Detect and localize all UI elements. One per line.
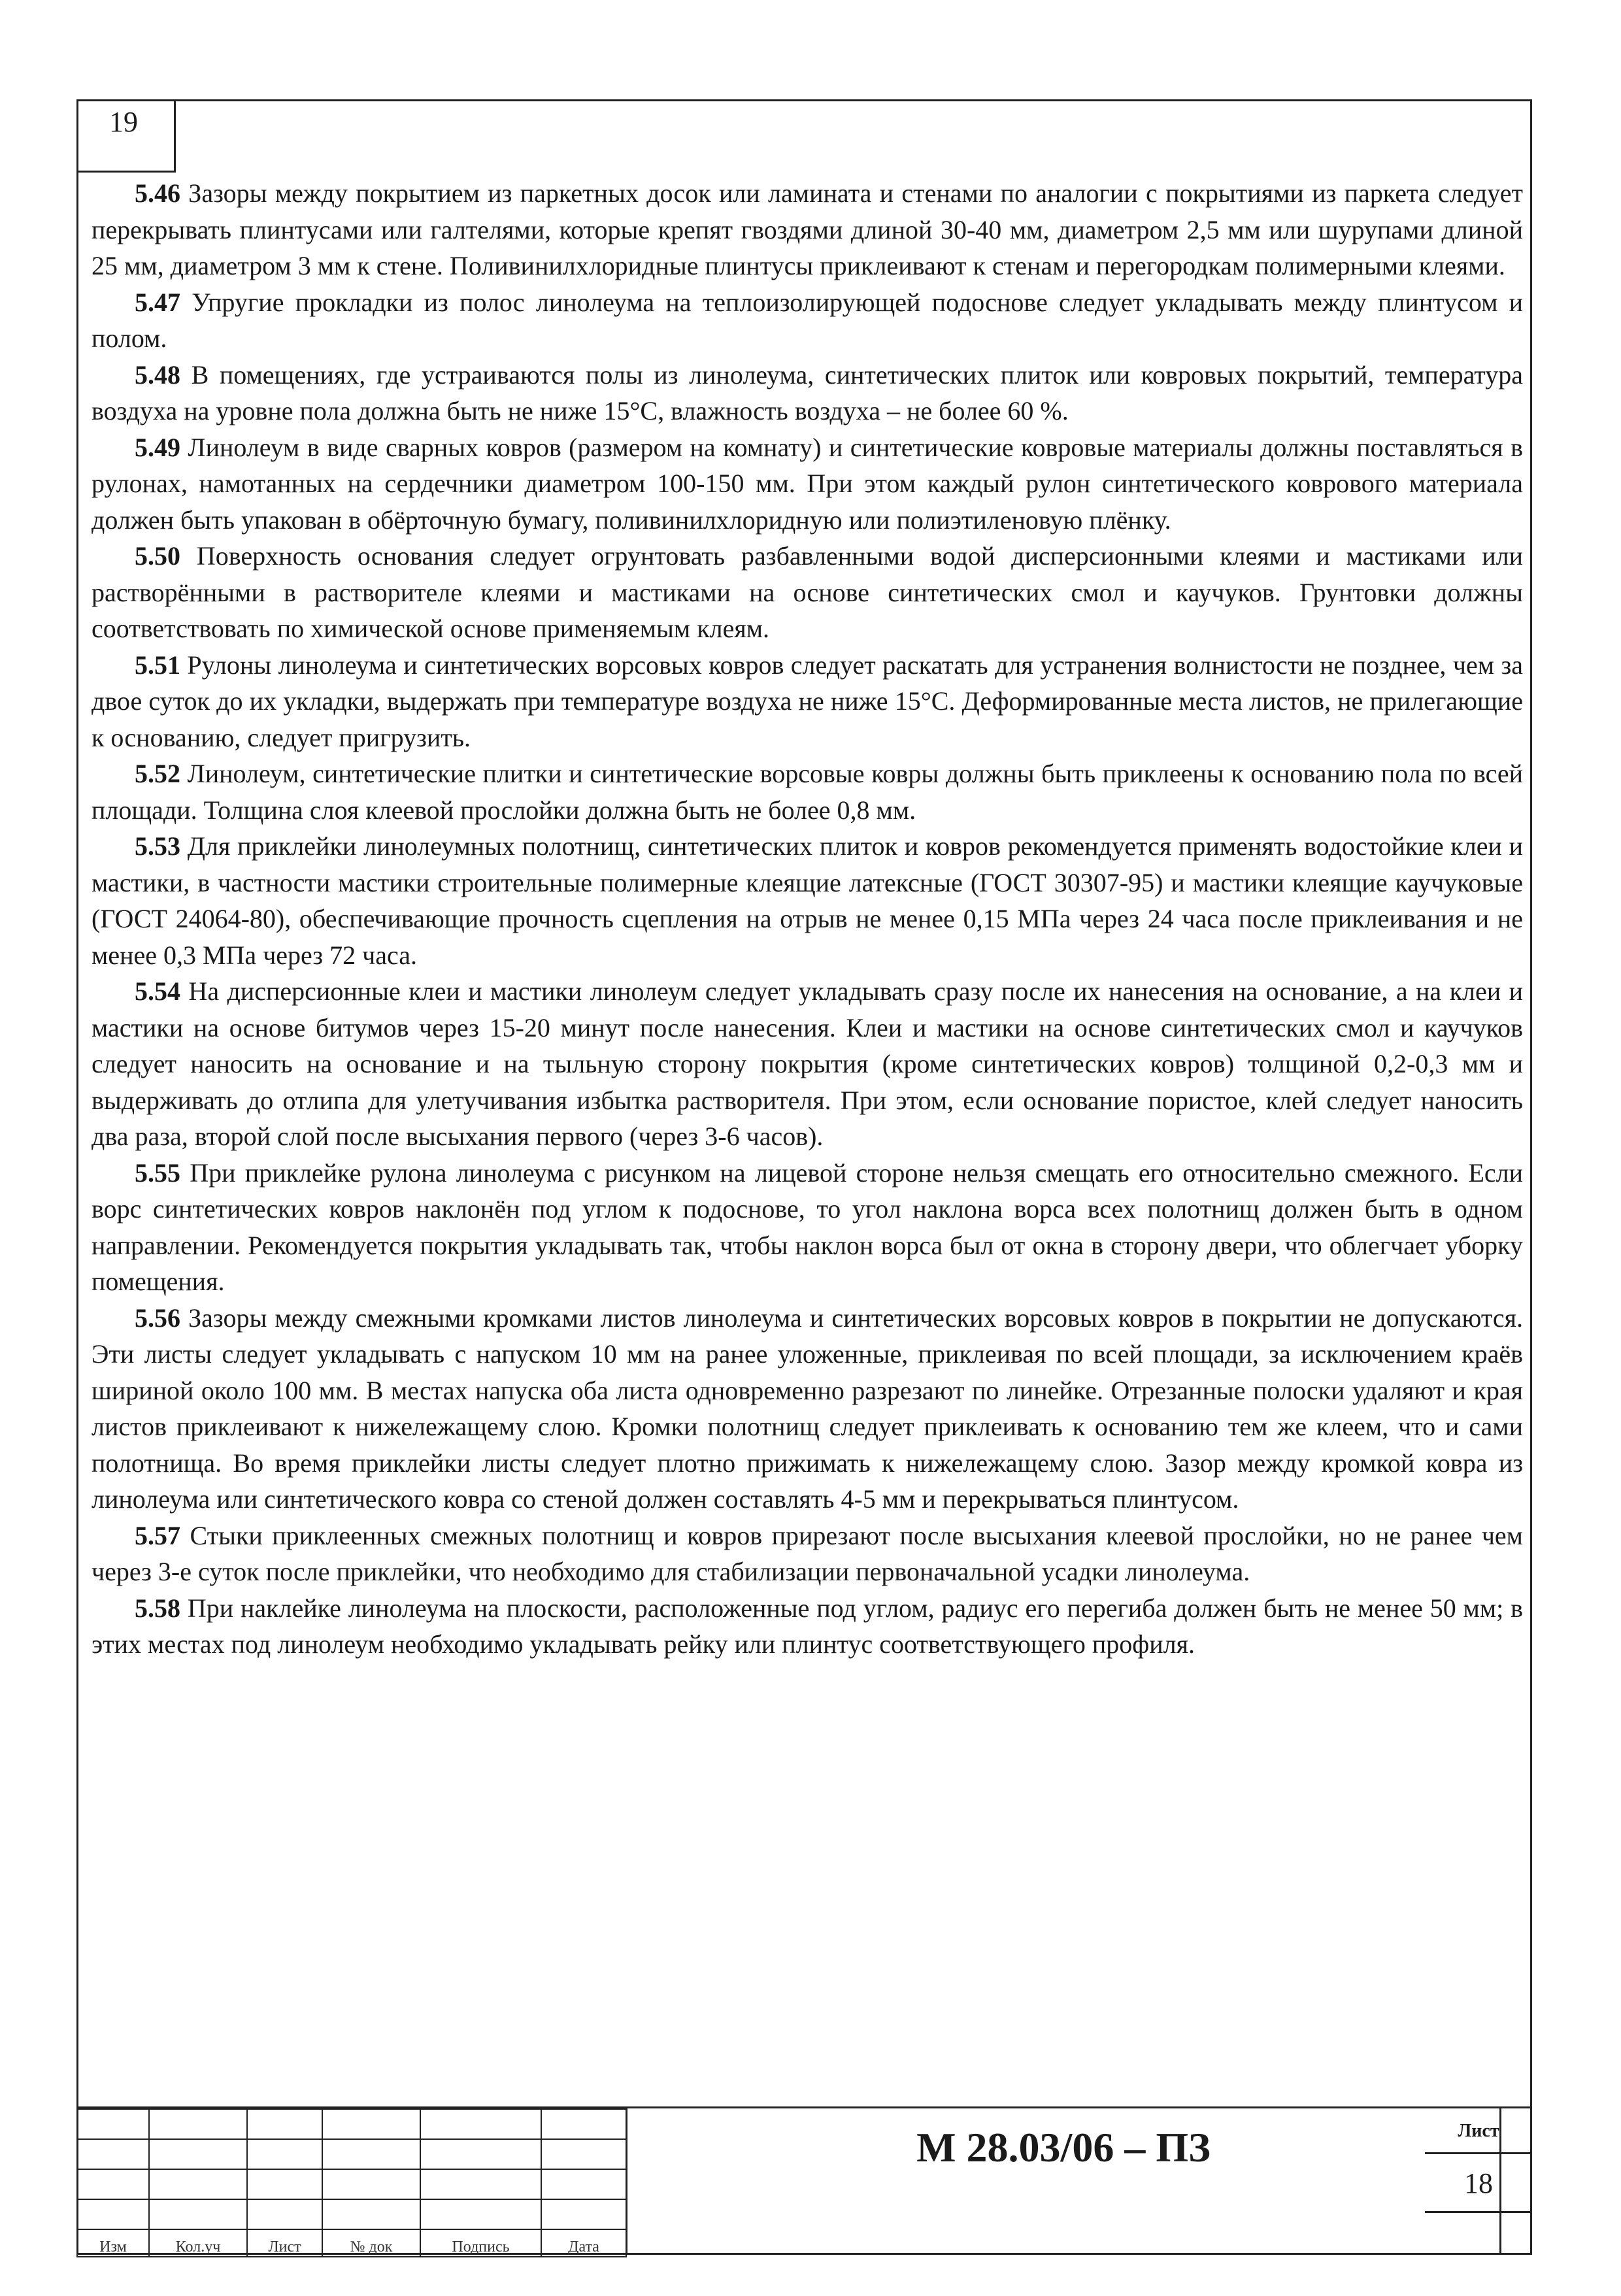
paragraph-5-47 — [92, 284, 1523, 357]
revision-header-row — [77, 2229, 626, 2257]
page-number: 19 — [109, 106, 138, 138]
clause-text: В помещениях, где устраиваются полы из линолеума, синтетических плиток или ковровых покрытий, температура воздуха на уровне пола должна быть не ниже 15°С, влажность воздуха – не более 60 %. — [92, 359, 1523, 425]
paragraph-5-46 — [92, 175, 1523, 284]
col-izm: Изм — [77, 2229, 149, 2257]
clause-text: Зазоры между смежными кромками листов линолеума и синтетических ворсовых ковров в покрытии не допускаются. Эти листы следует укладывать с напуском 10 мм на ранее уложенные, приклеивая по всей площади, за исключением краёв шириной около 100 мм. В местах напуска оба листа одновременно разрезают по линейке. Отрезанные полоски удаляют и края листов приклеивают к нижележащему слою. Кромки полотнищ следует приклеивать к основанию тем же клеем, что и сами полотнища. Во время приклейки листы следует плотно прижимать к нижележащему слою. Зазор между кромкой ковра из линолеума или синтетического ковра со стеной должен составлять 4-5 мм и перекрываться плинтусом. — [92, 1303, 1523, 1514]
clause-text: Поверхность основания следует огрунтовать разбавленными водой дисперсионными клеями и мастиками или растворёнными в растворителе клеями и мастиками на основе синтетических смол и каучуков. Грунтовки должны соответствовать по химической основе применяемым клеям. — [92, 541, 1523, 643]
clause-number: 5.52 — [135, 759, 180, 788]
paragraph-5-57 — [92, 1518, 1523, 1590]
paragraph-5-56 — [92, 1300, 1523, 1518]
clause-number: 5.51 — [135, 650, 180, 680]
paragraph-5-48 — [92, 357, 1523, 429]
col-list: Лист — [247, 2229, 322, 2257]
paragraph-5-58 — [92, 1590, 1523, 1663]
col-signature: Подпись — [420, 2229, 541, 2257]
clause-number: 5.55 — [135, 1157, 180, 1188]
sheet-label: Лист — [1425, 2108, 1532, 2154]
clause-text: Стыки приклеенных смежных полотнищ и ковров прирезают после высыхания клеевой прослойки, но не ранее чем через 3-е суток после приклейки, что необходимо для стабилизации первоначальной усадки линолеума. — [92, 1520, 1523, 1586]
sheet-number: 18 — [1425, 2154, 1532, 2213]
clause-number: 5.48 — [135, 359, 180, 390]
clause-text: Зазоры между покрытием из паркетных досок или ламината и стенами по аналогии с покрытиями из паркета следует перекрывать плинтусами или галтелями, которые крепят гвоздями длиной 30-40 мм, диаметром 2,5 мм или шурупами длиной 25 мм, диаметром 3 мм к стене. Поливинилхлоридные плинтусы приклеивают к стенам и перегородкам полимерными клеями. — [92, 178, 1523, 280]
clause-text: При приклейке рулона линолеума с рисунком на лицевой стороне нельзя смещать его относительно смежного. Если ворс синтетических ковров наклонён под углом к подоснове, то угол наклона ворса всех полотнищ должен быть в одном направлении. Рекомендуется покрытия укладывать так, чтобы наклон ворса был от окна в сторону двери, что облегчает уборку помещения. — [92, 1157, 1523, 1296]
col-doc-num: № док — [322, 2229, 420, 2257]
clause-number: 5.50 — [135, 541, 180, 571]
clause-text: Для приклейки линолеумных полотнищ, синтетических плиток и ковров рекомендуется применять водостойкие клеи и мастики, в частности мастики строительные полимерные клеящие латексные (ГОСТ 30307-95) и мастики клеящие каучуковые (ГОСТ 24064-80), обеспечивающие прочность сцепления на отрыв не менее 0,15 МПа через 24 часа после приклеивания и не менее 0,3 МПа через 72 часа. — [92, 831, 1523, 970]
clause-number: 5.53 — [135, 831, 180, 861]
clause-number: 5.58 — [135, 1593, 180, 1623]
revision-row — [77, 2199, 626, 2229]
clause-text: Рулоны линолеума и синтетических ворсовых ковров следует раскатать для устранения волнистости не позднее, чем за двое суток до их укладки, выдержать при температуре воздуха не ниже 15°С. Деформированные места листов, не прилегающие к основанию, следует пригрузить. — [92, 650, 1523, 752]
paragraph-5-54 — [92, 973, 1523, 1155]
clause-number: 5.46 — [135, 178, 180, 208]
col-kol-uch: Кол.уч — [149, 2229, 247, 2257]
document-body — [92, 175, 1523, 1663]
clause-text: При наклейке линолеума на плоскости, расположенные под углом, радиус его перегиба должен быть не менее 50 мм; в этих местах под линолеум необходимо укладывать рейку или плинтус соответствующего профиля. — [92, 1593, 1523, 1659]
revision-row — [77, 2169, 626, 2199]
paragraph-5-53 — [92, 828, 1523, 973]
paragraph-5-49 — [92, 429, 1523, 539]
clause-number: 5.56 — [135, 1303, 180, 1333]
document-code: М 28.03/06 – ПЗ — [626, 2108, 1501, 2255]
paragraph-5-50 — [92, 538, 1523, 647]
page-number-box — [76, 99, 176, 173]
paragraph-5-52 — [92, 756, 1523, 828]
clause-text: Упругие прокладки из полос линолеума на теплоизолирующей подоснове следует укладывать между плинтусом и полом. — [92, 287, 1523, 353]
revision-row — [77, 2139, 626, 2169]
revision-table — [76, 2108, 627, 2257]
clause-text: Линолеум в виде сварных ковров (размером на комнату) и синтетические ковровые материалы должны поставляться в рулонах, намотанных на сердечники диаметром 100-150 мм. При этом каждый рулон синтетического коврового материала должен быть упакован в обёрточную бумагу, поливинилхлоридную или полиэтиленовую плёнку. — [92, 432, 1523, 535]
clause-text: На дисперсионные клеи и мастики линолеум следует укладывать сразу после их нанесения на основание, а на клеи и мастики на основе битумов через 15-20 минут после нанесения. Клеи и мастики на основе синтетических смол и каучуков следует наносить на основание и на тыльную сторону покрытия (кроме синтетических ковров) толщиной 0,2-0,3 мм и выдерживать до отлипа для улетучивания избытка растворителя. При этом, если основание пористое, клей следует наносить два раза, второй слой после высыхания первого (через 3-6 часов). — [92, 976, 1523, 1151]
clause-number: 5.54 — [135, 976, 180, 1006]
clause-number: 5.49 — [135, 432, 180, 462]
clause-number: 5.57 — [135, 1520, 180, 1550]
paragraph-5-55 — [92, 1155, 1523, 1300]
revision-row — [77, 2109, 626, 2139]
clause-text: Линолеум, синтетические плитки и синтетические ворсовые ковры должны быть приклеены к основанию пола по всей площади. Толщина слоя клеевой прослойки должна быть не более 0,8 мм. — [92, 759, 1523, 825]
paragraph-5-51 — [92, 647, 1523, 756]
title-block — [76, 2106, 1532, 2255]
clause-number: 5.47 — [135, 287, 180, 317]
col-date: Дата — [541, 2229, 626, 2257]
